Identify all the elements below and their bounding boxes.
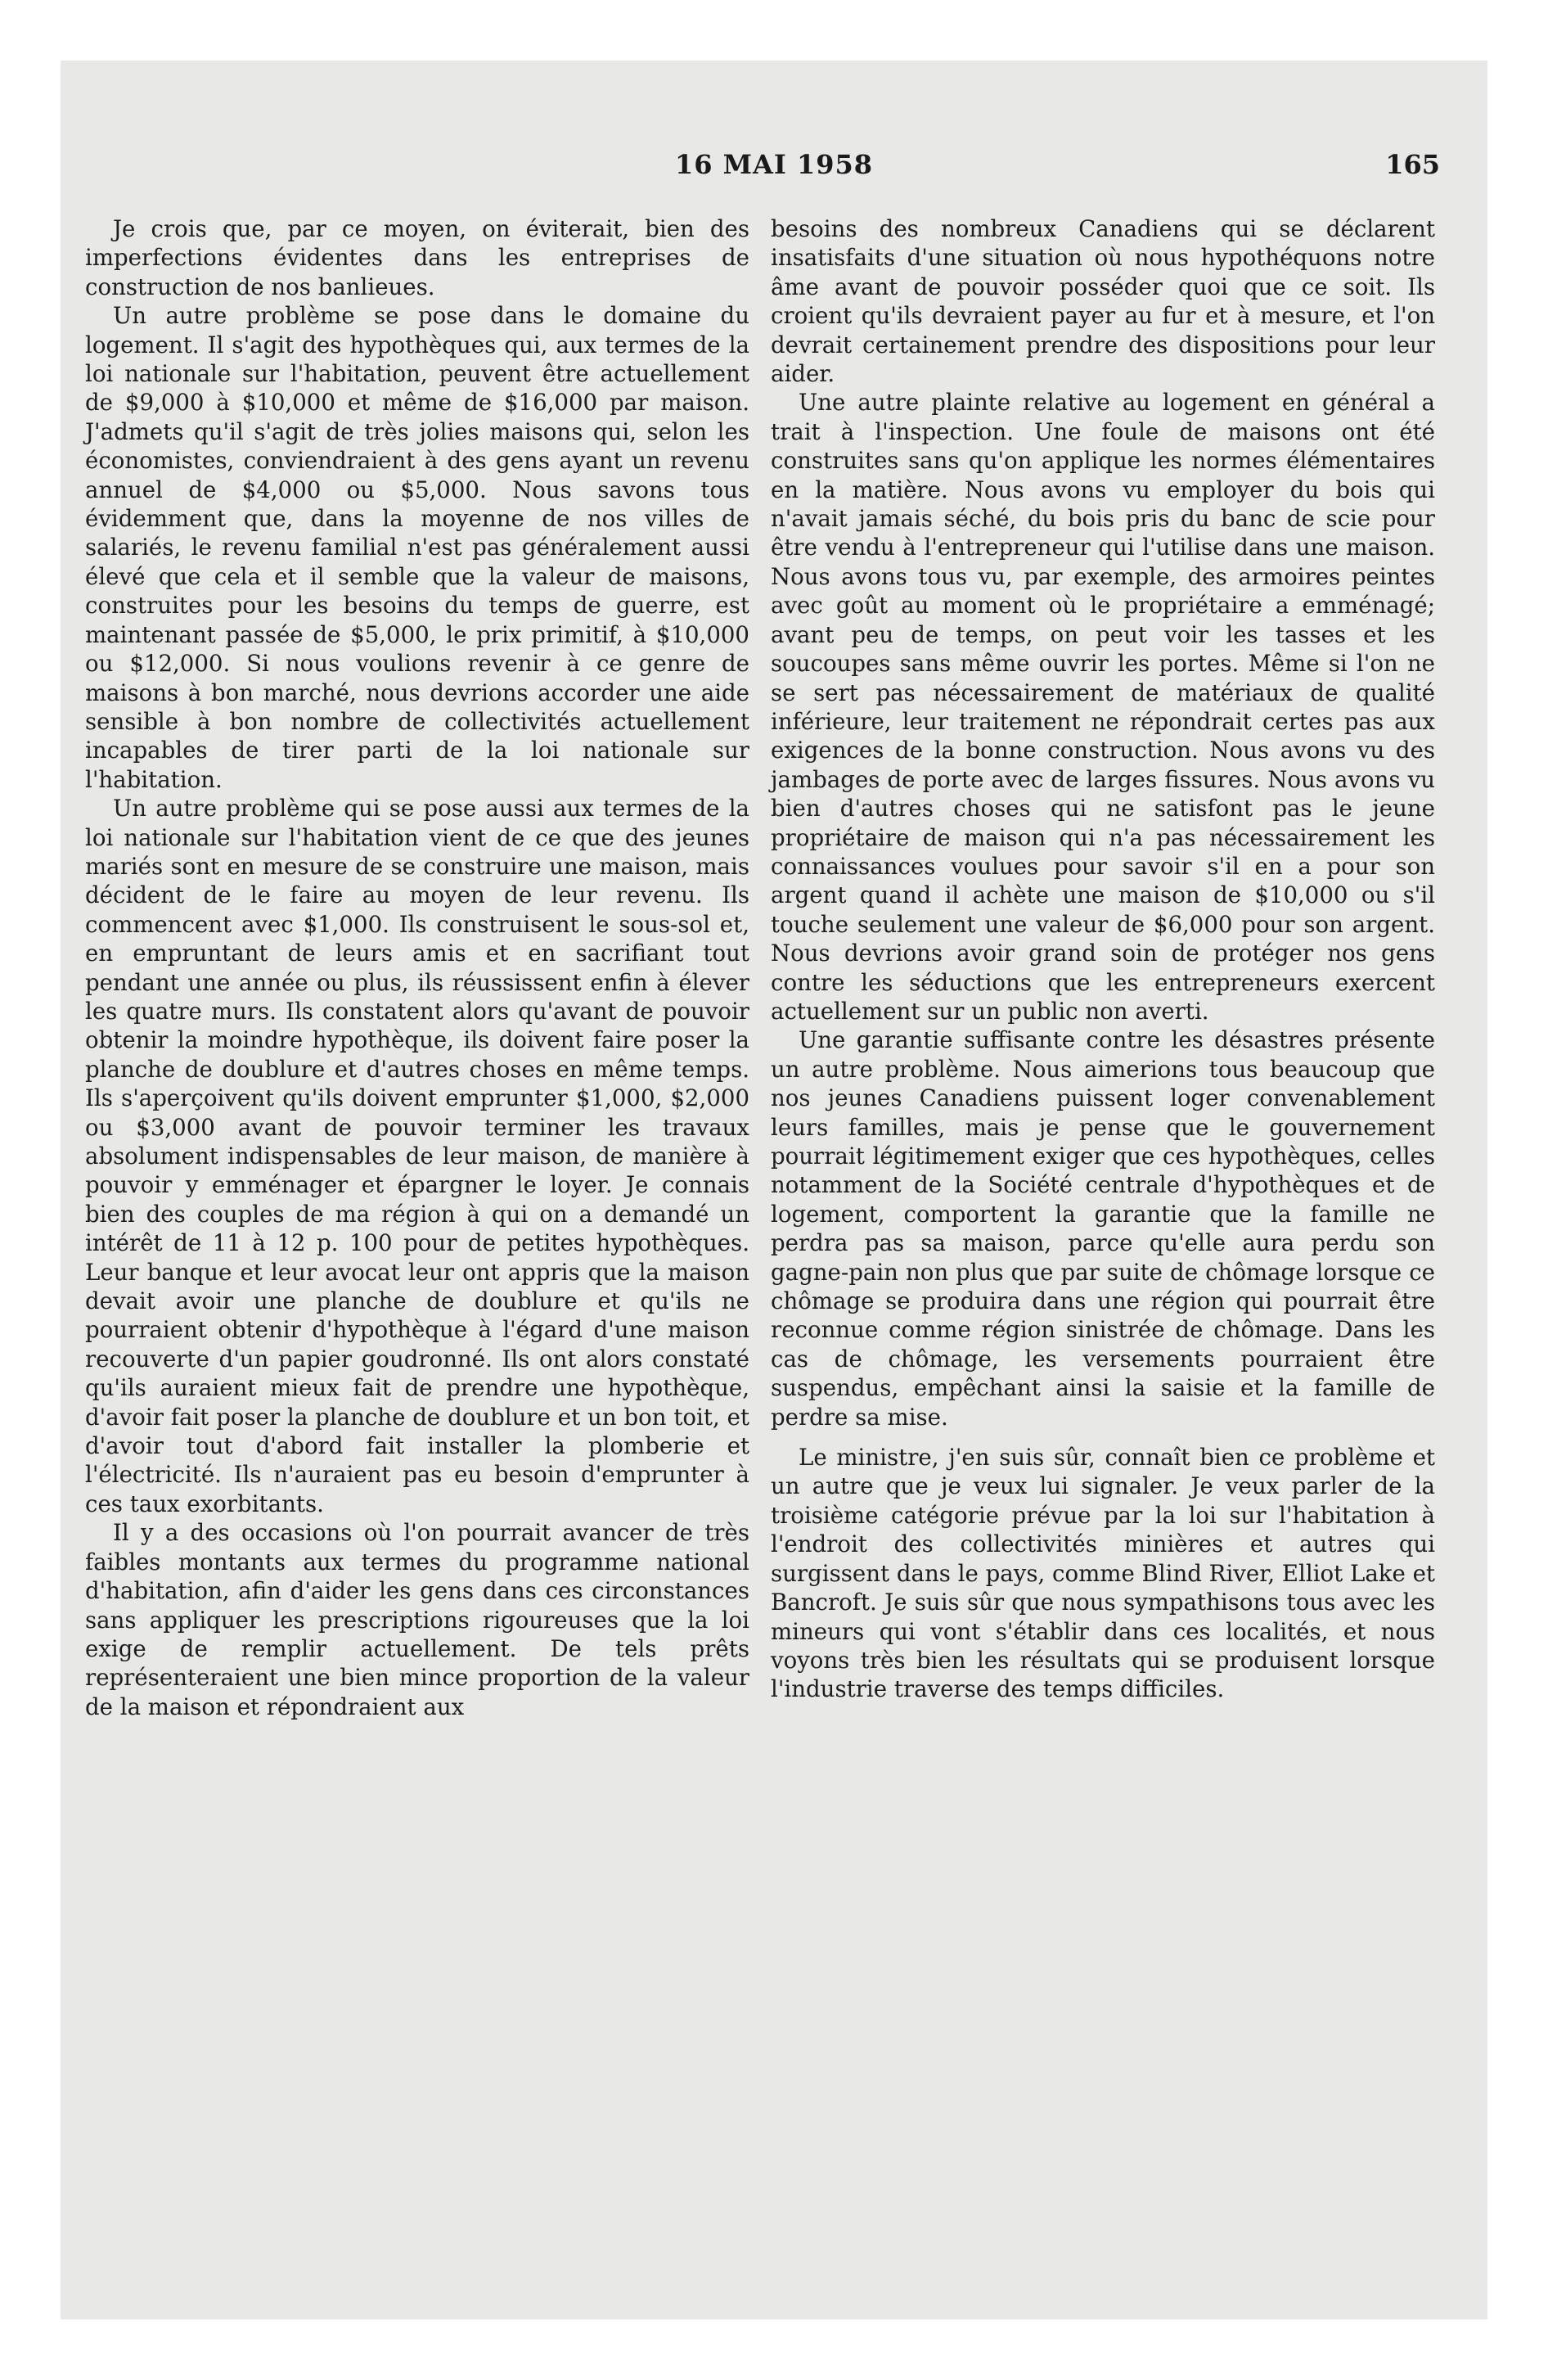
- paragraph: Un autre problème se pose dans le domaine du logement. Il s'agit des hypothèques qui, aux termes de la loi nationale sur l'habitation, peuvent être actuellement de $9,000 à $10,000 et même de $16,000 par maison. J'admets qu'il s'agit de très jolies maisons qui, selon les économistes, conviendraient à des gens ayant un revenu annuel de $4,000 ou $5,000. Nous savons tous évidemment que, dans la moyenne de nos villes de salariés, le revenu familial n'est pas généralement aussi élevé que cela et il semble que la valeur de maisons, construites pour les besoins du temps de guerre, est maintenant passée de $5,000, le prix primitif, à $10,000 ou $12,000. Si nous voulions revenir à ce genre de maisons à bon marché, nous devrions accorder une aide sensible à bon nombre de collectivités actuellement incapables de tirer parti de la loi nationale sur l'habitation.: [85, 302, 749, 793]
- paragraph: Une autre plainte relative au logement en général a trait à l'inspection. Une foule de maisons ont été construites sans qu'on applique les normes élémentaires en la matière. Nous avons vu employer du bois qui n'avait jamais séché, du bois pris du banc de scie pour être vendu à l'entrepreneur qui l'utilise dans une maison. Nous avons tous vu, par exemple, des armoires peintes avec goût au moment où le propriétaire a emménagé; avant peu de temps, on peut voir les tasses et les soucoupes sans même ouvrir les portes. Même si l'on ne se sert pas nécessairement de matériaux de qualité inférieure, leur traitement ne répondrait certes pas aux exigences de la bonne construction. Nous avons vu des jambages de porte avec de larges fissures. Nous avons vu bien d'autres choses qui ne satisfont pas le jeune propriétaire de maison qui n'a pas nécessairement les connaissances voulues pour savoir s'il en a pour son argent quand il achète une maison de $10,000 ou s'il touche seulement une valeur de $6,000 pour son argent. Nous devrions avoir grand soin de protéger nos gens contre les séductions que les entrepreneurs exercent actuellement sur un public non averti.: [771, 389, 1435, 1025]
- page-number: 165: [1385, 149, 1440, 180]
- paragraph: besoins des nombreux Canadiens qui se déclarent insatisfaits d'une situation où nous hypothéquons notre âme avant de pouvoir posséder quoi que ce soit. Ils croient qu'ils devraient payer au fur et à mesure, et l'on devrait certainement prendre des dispositions pour leur aider.: [771, 215, 1435, 388]
- page-header: [61, 139, 1487, 188]
- paragraph: Le ministre, j'en suis sûr, connaît bien ce problème et un autre que je veux lui signaler. Je veux parler de la troisième catégorie prévue par la loi sur l'habitation à l'endroit des collectivités minières et autres qui surgissent dans le pays, comme Blind River, Elliot Lake et Bancroft. Je suis sûr que nous sympathisons tous avec les mineurs qui vont s'établir dans ces localités, et nous voyons très bien les résultats qui se produisent lorsque l'industrie traverse des temps difficiles.: [771, 1444, 1436, 1703]
- paragraph: Je crois que, par ce moyen, on éviterait, bien des imperfections évidentes dans les entreprises de construction de nos banlieues.: [85, 215, 749, 300]
- left-column: [85, 214, 749, 1721]
- paragraph: Une garantie suffisante contre les désastres présente un autre problème. Nous aimerions tous beaucoup que nos jeunes Canadiens puissent loger convenablement leurs familles, mais je pense que le gouvernement pourrait légitimement exiger que ces hypothèques, celles notamment de la Société centrale d'hypothèques et de logement, comportent la garantie que la famille ne perdra pas sa maison, parce qu'elle aura perdu son gagne-pain non plus que par suite de chômage lorsque ce chômage se produira dans une région qui pourrait être reconnue comme région sinistrée de chômage. Dans les cas de chômage, les versements pourraient être suspendus, empêchant ainsi la saisie et la famille de perdre sa mise.: [771, 1026, 1435, 1431]
- right-column: [771, 214, 1435, 1704]
- paragraph: Il y a des occasions où l'on pourrait avancer de très faibles montants aux termes du programme national d'habitation, afin d'aider les gens dans ces circonstances sans appliquer les prescriptions rigoureuses que la loi exige de remplir actuellement. De tels prêts représenteraient une bien mince proportion de la valeur de la maison et répondraient aux: [85, 1519, 749, 1720]
- header-date: 16 MAI 1958: [674, 149, 874, 180]
- paragraph: Un autre problème qui se pose aussi aux termes de la loi nationale sur l'habitation vient de ce que des jeunes mariés sont en mesure de se construire une maison, mais décident de le faire au moyen de leur revenu. Ils commencent avec $1,000. Ils construisent le sous-sol et, en empruntant de leurs amis et en sacrifiant tout pendant une année ou plus, ils réussissent enfin à élever les quatre murs. Ils constatent alors qu'avant de pouvoir obtenir la moindre hypothèque, ils doivent faire poser la planche de doublure et d'autres choses en même temps. Ils s'aperçoivent qu'ils doivent emprunter $1,000, $2,000 ou $3,000 avant de pouvoir terminer les travaux absolument indispensables de leur maison, de manière à pouvoir y emménager et épargner le loyer. Je connais bien des couples de ma région à qui on a demandé un intérêt de 11 à 12 p. 100 pour de petites hypothèques. Leur banque et leur avocat leur ont appris que la maison devait avoir une planche de doublure et qu'ils ne pourraient obtenir d'hypothèque à l'égard d'une maison recouverte d'un papier goudronné. Ils ont alors constaté qu'ils auraient mieux fait de prendre une hypothèque, d'avoir fait poser la planche de doublure et un bon toit, et d'avoir tout d'abord fait installer la plomberie et l'électricité. Ils n'auraient pas eu besoin d'emprunter à ces taux exorbitants.: [85, 795, 749, 1517]
